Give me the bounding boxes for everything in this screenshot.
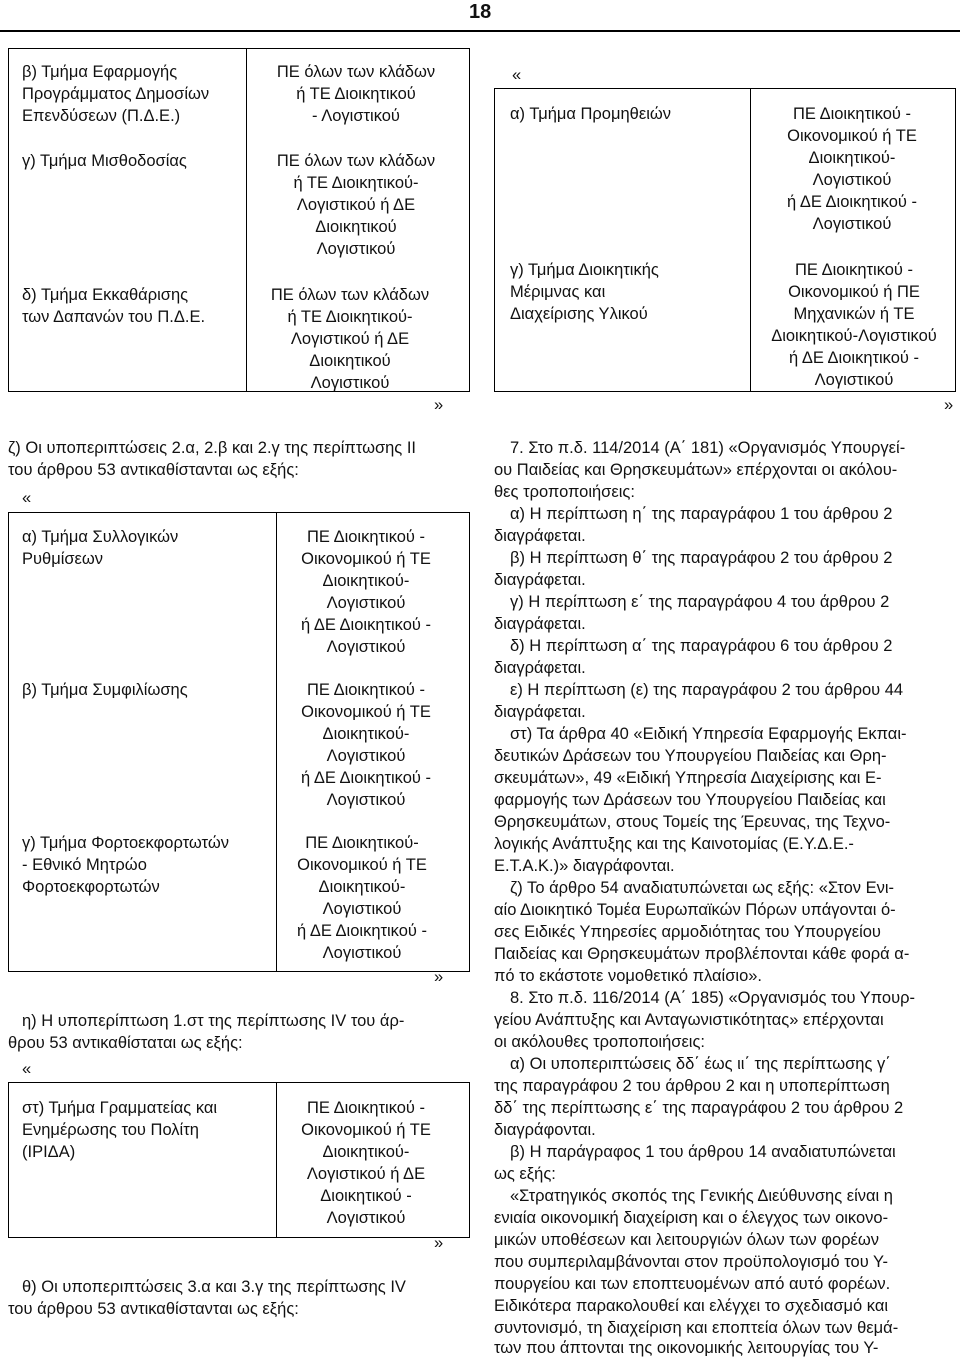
right-line-35: «Στρατηγικός σκοπός της Γενικής Διεύθυνσης είναι η bbox=[510, 1187, 893, 1205]
left-table-2-row-1-label: στ) Τμήμα Γραμματείας και Ενημέρωσης του Πολίτη (ΙΡΙΔΑ) bbox=[22, 1099, 218, 1161]
top-right-open-quote: « bbox=[512, 66, 522, 84]
top-right-table-divider bbox=[750, 88, 751, 392]
top-right-table-row-1-label: α) Τμήμα Προμηθειών bbox=[510, 105, 671, 123]
top-left-table-row-3-label: δ) Τμήμα Εκκαθάρισης των Δαπανών του Π.Δ.Ε. bbox=[22, 286, 206, 326]
left-table-2-divider bbox=[276, 1082, 277, 1238]
left-table-1-row-2-value: ΠΕ Διοικητικού - Οικονομικού ή ΤΕ Διοικητικού- Λογιστικού ή ΔΕ Διοικητικού - Λογιστικού bbox=[300, 681, 432, 809]
left-table-1-divider bbox=[276, 512, 277, 972]
top-left-table-row-3-value: ΠΕ όλων των κλάδων ή ΤΕ Διοικητικού- Λογιστικού ή ΔΕ Διοικητικού Λογιστικού bbox=[270, 286, 430, 392]
para-z-line-1: ζ) Οι υποπεριπτώσεις 2.α, 2.β και 2.γ της περίπτωσης ΙΙ bbox=[8, 439, 417, 457]
right-line-29: α) Οι υποπεριπτώσεις δδ΄ έως ιι΄ της περίπτωσης γ΄ bbox=[510, 1055, 891, 1073]
right-line-32: διαγράφονται. bbox=[494, 1121, 596, 1139]
right-line-7: διαγράφεται. bbox=[494, 571, 586, 589]
right-line-30: της παραγράφου 2 του άρθρου 2 και η υποπερίπτωση bbox=[494, 1077, 890, 1095]
top-right-table-row-2-label: γ) Τμήμα Διοικητικής Μέριμνας και Διαχείρισης Υλικού bbox=[510, 261, 659, 323]
para-h-line-2: θρου 53 αντικαθίσταται ως εξής: bbox=[8, 1034, 243, 1052]
right-line-20: Ε.Τ.Α.Κ.)» διαγράφονται. bbox=[494, 857, 675, 875]
top-left-table-row-1-label: β) Τμήμα Εφαρμογής Προγράμματος Δημοσίων Επενδύσεων (Π.Δ.Ε.) bbox=[22, 63, 210, 125]
right-line-39: πουργείου και των εποπτευομένων από αυτό φορέων. bbox=[494, 1275, 891, 1293]
right-line-2: ου Παιδείας και Θρησκευμάτων» επέρχονται οι ακόλου- bbox=[494, 461, 898, 479]
right-line-16: σκευμάτων», 49 «Ειδική Υπηρεσία Διαχείρισης και Ε- bbox=[494, 769, 882, 787]
right-line-17: φαρμογής των Δράσεων του Υπουργείου Παιδείας και bbox=[494, 791, 886, 809]
right-line-18: Θρησκευμάτων, στους Τομείς της Έρευνας, της Τεχνο- bbox=[494, 813, 891, 831]
right-line-28: οι ακόλουθες τροποποιήσεις: bbox=[494, 1033, 705, 1051]
left-table-1-row-3-label: γ) Τμήμα Φορτοεκφορτωτών - Εθνικό Μητρώο Φορτοεκφορτωτών bbox=[22, 834, 229, 896]
left-table-1-row-1-label: α) Τμήμα Συλλογικών Ρυθμίσεων bbox=[22, 528, 179, 568]
left-table-1-row-3-value: ΠΕ Διοικητικού- Οικονομικού ή ΤΕ Διοικητικού- Λογιστικού ή ΔΕ Διοικητικού - Λογιστικού bbox=[296, 834, 428, 962]
right-line-24: Παιδείας και Θρησκευμάτων προβλέπονται κάθε φορά α- bbox=[494, 945, 910, 963]
top-right-table-row-2-value: ΠΕ Διοικητικού - Οικονομικού ή ΠΕ Μηχανικών ή ΤΕ Διοικητικού-Λογιστικού ή ΔΕ Διοικητικού - Λογιστικού bbox=[771, 261, 937, 389]
right-line-1: 7. Στο π.δ. 114/2014 (Α΄ 181) «Οργανισμός Υπουργεί- bbox=[510, 439, 906, 457]
open-quote-2: « bbox=[22, 1060, 32, 1078]
para-z-line-2: του άρθρου 53 αντικαθίστανται ως εξής: bbox=[8, 461, 299, 479]
right-line-10: δ) Η περίπτωση α΄ της παραγράφου 6 του άρθρου 2 bbox=[510, 637, 893, 655]
right-line-21: ζ) Το άρθρο 54 αναδιατυπώνεται ως εξής: «Στον Ενι- bbox=[510, 879, 894, 897]
right-line-34: ως εξής: bbox=[494, 1165, 556, 1183]
header-rule bbox=[0, 30, 960, 32]
right-line-26: 8. Στο π.δ. 116/2014 (Α΄ 185) «Οργανισμός του Υπουρ- bbox=[510, 989, 915, 1007]
right-line-19: λογικής Ανάπτυξης και της Καινοτομίας (Ε.Υ.Δ.Ε.- bbox=[494, 835, 854, 853]
right-line-38: που συμπεριλαμβάνονται στον προϋπολογισμό του Υ- bbox=[494, 1253, 889, 1271]
left-table-2-row-1-value: ΠΕ Διοικητικού - Οικονομικού ή ΤΕ Διοικητικού- Λογιστικού ή ΔΕ Διοικητικού - Λογιστικού bbox=[301, 1099, 431, 1227]
right-line-13: διαγράφεται. bbox=[494, 703, 586, 721]
close-quote-2: » bbox=[434, 1234, 444, 1252]
right-line-27: γείου Ανάπτυξης και Ανταγωνιστικότητας» επέρχονται bbox=[494, 1011, 884, 1029]
right-line-3: θες τροποποιήσεις: bbox=[494, 483, 635, 501]
right-line-14: στ) Τα άρθρα 40 «Ειδική Υπηρεσία Εφαρμογής Εκπαι- bbox=[510, 725, 907, 743]
top-left-table-row-2-value: ΠΕ όλων των κλάδων ή ΤΕ Διοικητικού- Λογιστικού ή ΔΕ Διοικητικού Λογιστικού bbox=[276, 152, 436, 258]
right-line-33: β) Η παράγραφος 1 του άρθρου 14 αναδιατυπώνεται bbox=[510, 1143, 896, 1161]
open-quote-1: « bbox=[22, 489, 32, 507]
left-table-1-row-2-label: β) Τμήμα Συμφιλίωσης bbox=[22, 681, 188, 699]
top-left-close-quote: » bbox=[434, 396, 444, 414]
top-right-table-row-1-value: ΠΕ Διοικητικού - Οικονομικού ή ΤΕ Διοικητικού- Λογιστικού ή ΔΕ Διοικητικού - Λογιστικού bbox=[786, 105, 918, 233]
left-table-1-row-1-value: ΠΕ Διοικητικού - Οικονομικού ή ΤΕ Διοικητικού- Λογιστικού ή ΔΕ Διοικητικού - Λογιστικού bbox=[300, 528, 432, 656]
right-line-4: α) Η περίπτωση η΄ της παραγράφου 1 του άρθρου 2 bbox=[510, 505, 893, 523]
top-left-table-row-2-label: γ) Τμήμα Μισθοδοσίας bbox=[22, 152, 187, 170]
top-left-table-row-1-value: ΠΕ όλων των κλάδων ή ΤΕ Διοικητικού - Λογιστικού bbox=[276, 63, 436, 125]
right-line-8: γ) Η περίπτωση ε΄ της παραγράφου 4 του άρθρου 2 bbox=[510, 593, 890, 611]
right-line-41: συντονισμό, τη διαχείριση και εποπτεία όλων των θεμά- bbox=[494, 1319, 899, 1337]
right-line-12: ε) Η περίπτωση (ε) της παραγράφου 2 του άρθρου 44 bbox=[510, 681, 904, 699]
top-right-close-quote: » bbox=[944, 396, 954, 414]
para-th-line-2: του άρθρου 53 αντικαθίστανται ως εξής: bbox=[8, 1300, 299, 1318]
right-line-23: σες Ειδικές Υπηρεσίες αρμοδιότητας του Υπουργείου bbox=[494, 923, 881, 941]
right-line-5: διαγράφεται. bbox=[494, 527, 586, 545]
right-line-6: β) Η περίπτωση θ΄ της παραγράφου 2 του άρθρου 2 bbox=[510, 549, 893, 567]
para-h-line-1: η) Η υποπερίπτωση 1.στ της περίπτωσης IV του άρ- bbox=[22, 1012, 405, 1030]
right-line-9: διαγράφεται. bbox=[494, 615, 586, 633]
right-line-40: Ειδικότερα παρακολουθεί και ελέγχει το σχεδιασμό και bbox=[494, 1297, 889, 1315]
right-line-31: δδ΄ της περίπτωσης ε΄ της παραγράφου 2 του άρθρου 2 bbox=[494, 1099, 904, 1117]
close-quote-1: » bbox=[434, 968, 444, 986]
right-line-25: πό το εκάστοτε νομοθετικό πλαίσιο». bbox=[494, 967, 763, 985]
right-line-36: ενιαία οικονομική διαχείριση και ο έλεγχος των οικονο- bbox=[494, 1209, 889, 1227]
top-left-table-divider bbox=[246, 48, 247, 392]
right-line-42: των που άπτονται της οικονομικής λειτουργίας του Υ- bbox=[494, 1339, 879, 1357]
right-line-37: μικών υποθέσεων και λειτουργιών όλων των φορέων bbox=[494, 1231, 880, 1249]
right-line-22: αίο Διοικητικό Τομέα Ευρωπαϊκών Πόρων υπάγονται ό- bbox=[494, 901, 896, 919]
right-line-15: δευτικών Δράσεων του Υπουργείου Παιδείας και Θρη- bbox=[494, 747, 887, 765]
right-line-11: διαγράφεται. bbox=[494, 659, 586, 677]
page-number: 18 bbox=[469, 1, 492, 23]
para-th-line-1: θ) Οι υποπεριπτώσεις 3.α και 3.γ της περίπτωσης IV bbox=[22, 1278, 406, 1296]
